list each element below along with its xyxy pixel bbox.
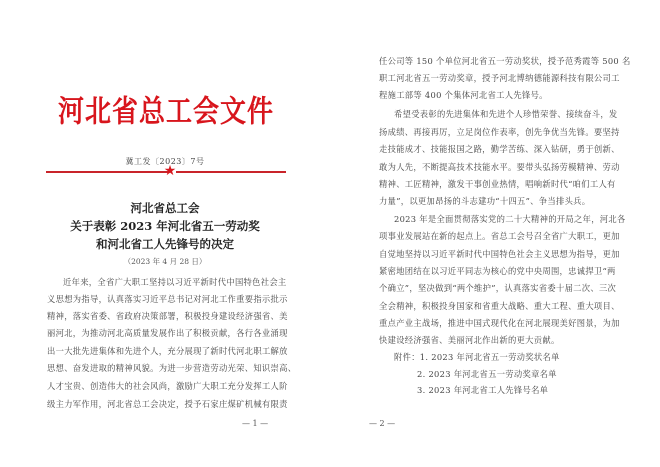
body-line: 任公司等 150 个单位河北省五一劳动奖状，授予范秀霞等 500 名 [379, 56, 631, 66]
body-line: 2023 年是全面贯彻落实党的二十大精神的开局之年，河北各 [394, 214, 626, 224]
star-icon: ★ [163, 163, 177, 179]
decision-title-line-1: 河北省总工会 [130, 201, 200, 215]
red-divider-right [176, 171, 286, 173]
body-line: 思想、奋发进取的精神风貌。为进一步营造劳动光荣、知识崇高、 [47, 363, 297, 373]
attachment-item: 2. 2023 年河北省五一劳动奖章名单 [417, 369, 557, 379]
body-line: 近年来，全省广大职工坚持以习近平新时代中国特色社会主 [63, 277, 287, 287]
body-line: 项事业发展站在新的起点上。省总工会号召全省广大职工，更加 [379, 231, 620, 241]
decision-title-line-3: 和河北省工人先锋号的决定 [96, 237, 234, 251]
body-line: 级主力军作用，河北省总工会决定，授予石家庄煤矿机械有限责 [47, 399, 288, 409]
attachment-item: 附件：1. 2023 年河北省五一劳动奖状名单 [394, 352, 560, 362]
body-line: 义思想为指导，认真落实习近平总书记对河北工作重要指示批示 [47, 294, 288, 304]
page-number: — 2 — [369, 419, 396, 428]
attachment-item: 3. 2023 年河北省工人先锋号名单 [417, 385, 549, 395]
body-line: 丽河北，为推动河北高质量发展作出了积极贡献，各行各业涌现 [47, 328, 288, 338]
red-divider-left [46, 171, 170, 173]
body-line: 全会精神，积极投身国家和省重大战略、重大工程、重大项目、 [379, 301, 620, 311]
body-line: 敢为人先，不断提高技术技能水平。要带头弘扬劳模精神、劳动 [379, 162, 620, 172]
body-line: 出一大批先进集体和先进个人，充分展现了新时代河北职工解放 [47, 346, 288, 356]
body-line: 精神、工匠精神，激发干事创业热情，唱响新时代“咱们工人有 [379, 179, 616, 189]
body-line: 重点产业主战场，推进中国式现代化在河北展现美好图景，为加 [379, 318, 620, 328]
body-line: 走技能成才、技能报国之路，勤学苦练、深入钻研，勇于创新、 [379, 144, 620, 154]
body-line: 程施工部等 400 个集体河北省工人先锋号。 [379, 90, 548, 100]
body-line: 职工河北省五一劳动奖章，授予河北博纳德能源科技有限公司工 [379, 73, 620, 83]
decision-date: （2023 年 4 月 28 日） [123, 257, 207, 266]
body-line: 希望受表彰的先进集体和先进个人珍惜荣誉、接续奋斗，发 [394, 109, 618, 119]
body-line: 快建设经济强省、美丽河北作出新的更大贡献。 [379, 335, 560, 345]
body-line: 自觉地坚持以习近平新时代中国特色社会主义思想为指导，更加 [379, 249, 620, 259]
body-line: 紧密地团结在以习近平同志为核心的党中央周围，忠诚捍卫“两 [379, 266, 616, 276]
decision-title-line-2: 关于表彰 2023 年河北省五一劳动奖 [70, 219, 260, 233]
body-line: 精神，落实省委、省政府决策部署，积极投身建设经济强省、美 [47, 311, 288, 321]
document-page-2 [330, 0, 660, 467]
body-line: 扬成绩、再接再厉，立足岗位作表率，创先争优当先锋。要坚持 [379, 127, 620, 137]
body-line: 力量”，以更加昂扬的斗志建功“十四五”、争当排头兵。 [379, 196, 591, 206]
document-header-title: 河北省总工会文件 [58, 94, 275, 130]
document-number: 冀工发〔2023〕7号 [125, 157, 205, 166]
body-line: 人才宝贵、创造伟大的社会风尚，激励广大职工充分发挥工人阶 [47, 381, 288, 391]
page-number: — 1 — [242, 419, 269, 428]
body-line: 个确立”，坚决做到“两个维护”，认真落实省委十届二次、三次 [379, 283, 617, 293]
